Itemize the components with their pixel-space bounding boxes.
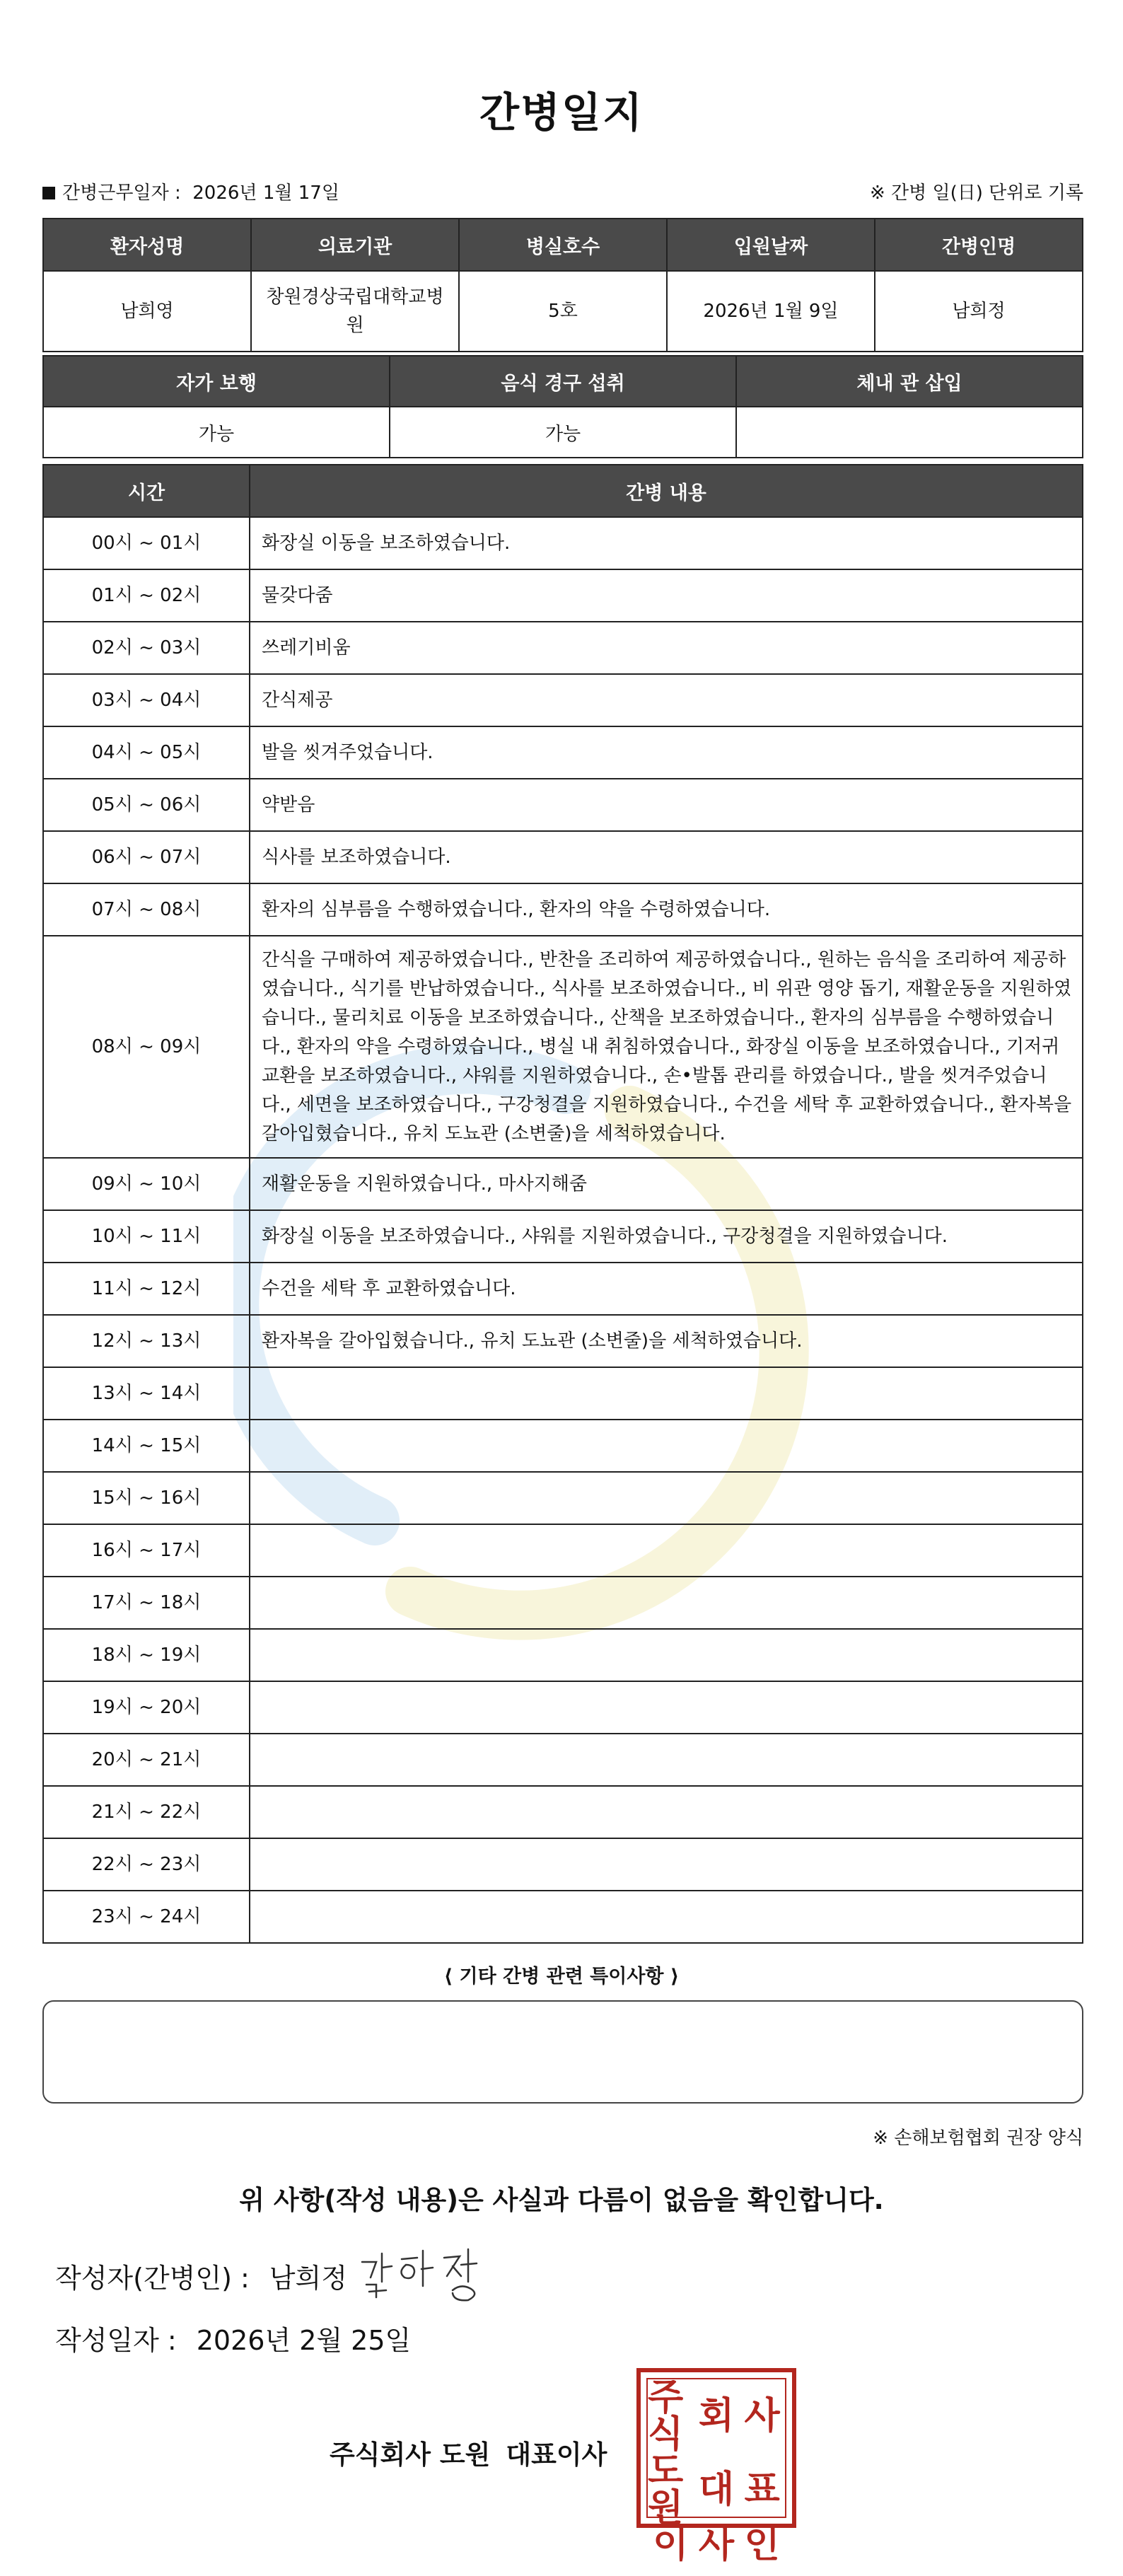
care-content	[250, 1420, 1083, 1472]
time-slot: 12시 ~ 13시	[43, 1315, 250, 1367]
tube-insertion-value	[736, 407, 1083, 458]
seal-char: 사	[744, 2394, 780, 2437]
page-title: 간병일지	[479, 88, 644, 137]
header-patient-name: 환자성명	[43, 219, 251, 271]
care-content	[250, 1367, 1083, 1420]
table-row	[43, 1420, 1083, 1472]
recommendation-note: ※ 손해보험협회 권장 양식	[873, 2128, 1083, 2149]
table-row	[43, 1577, 1083, 1629]
company-name: 주식회사 도원	[330, 2439, 491, 2470]
care-content	[250, 1472, 1083, 1524]
care-content: 환자복을 갈아입혔습니다., 유치 도뇨관 (소변줄)을 세척하였습니다.	[250, 1315, 1083, 1367]
table-row	[43, 726, 1083, 779]
time-slot: 19시 ~ 20시	[43, 1681, 250, 1734]
seal-char: 사	[698, 2523, 735, 2566]
time-slot: 00시 ~ 01시	[43, 517, 250, 569]
care-content	[250, 1786, 1083, 1838]
time-slot: 02시 ~ 03시	[43, 622, 250, 674]
table-row	[43, 1210, 1083, 1263]
table-row	[43, 1786, 1083, 1838]
table-row	[43, 1472, 1083, 1524]
written-date-value: 2026년 2월 25일	[196, 2325, 412, 2356]
seal-char: 표	[744, 2468, 780, 2511]
table-row	[43, 569, 1083, 622]
care-content	[250, 1681, 1083, 1734]
seal-char: 도원	[648, 2449, 684, 2529]
care-content	[250, 1891, 1083, 1943]
room-number: 5호	[459, 271, 667, 352]
table-row	[43, 1158, 1083, 1210]
self-walking-value: 가능	[43, 407, 390, 458]
caregiver-name: 남희정	[875, 271, 1083, 352]
oral-intake-value: 가능	[390, 407, 736, 458]
care-content: 간식제공	[250, 674, 1083, 726]
header-tube-insertion: 체내 관 삽입	[736, 356, 1083, 407]
notes-title: ⟨ 기타 간병 관련 특이사항 ⟩	[443, 1966, 680, 1988]
hospital: 창원경상국립대학교병원	[251, 271, 459, 352]
time-slot: 03시 ~ 04시	[43, 674, 250, 726]
company-line	[330, 2433, 607, 2471]
time-slot: 11시 ~ 12시	[43, 1263, 250, 1315]
care-content	[250, 1629, 1083, 1681]
care-content: 간식을 구매하여 제공하였습니다., 반찬을 조리하여 제공하였습니다., 원하는 음식을 조리하여 제공하였습니다., 식기를 반납하였습니다., 식사를 보조하였습니다., 비 위관 영양 돕기, 재활운동을 지원하였습니다., 물리치료 이동을 보조하였습니다., 산책을 보조하였습니다., 환자의 심부름을 수행하였습니다., 환자의 약을 수령하였습니다., 병실 내 취침하였습니다., 화장실 이동을 보조하였습니다., 기저귀 교환을 보조하였습니다., 샤워를 지원하였습니다., 손•발톱 관리를 하였습니다., 발을 씻겨주었습니다., 세면을 보조하였습니다., 구강청결을 지원하였습니다., 수건을 세탁 후 교환하였습니다., 환자복을 갈아입혔습니다., 유치 도뇨관 (소변줄)을 세척하였습니다.	[250, 936, 1083, 1158]
seal-char: 주식	[648, 2376, 684, 2456]
care-content: 재활운동을 지원하였습니다., 마사지해줌	[250, 1158, 1083, 1210]
table-row	[43, 1891, 1083, 1943]
time-slot: 07시 ~ 08시	[43, 883, 250, 936]
care-content: 환자의 심부름을 수행하였습니다., 환자의 약을 수령하였습니다.	[250, 883, 1083, 936]
care-content	[250, 1838, 1083, 1891]
header-caregiver: 간병인명	[875, 219, 1083, 271]
seal-char: 회	[698, 2394, 735, 2437]
handwritten-signature	[355, 2241, 496, 2304]
work-date	[42, 178, 339, 204]
company-role: 대표이사	[506, 2439, 607, 2470]
care-content: 식사를 보조하였습니다.	[250, 831, 1083, 883]
table-row	[43, 831, 1083, 883]
patient-name: 남희영	[43, 271, 251, 352]
care-content: 발을 씻겨주었습니다.	[250, 726, 1083, 779]
care-content	[250, 1577, 1083, 1629]
time-slot: 18시 ~ 19시	[43, 1629, 250, 1681]
confirmation-statement: 위 사항(작성 내용)은 사실과 다름이 없음을 확인합니다.	[239, 2185, 884, 2215]
time-slot: 01시 ~ 02시	[43, 569, 250, 622]
square-bullet-icon	[42, 187, 55, 199]
table-row	[43, 1524, 1083, 1577]
time-slot: 14시 ~ 15시	[43, 1420, 250, 1472]
written-date-line	[55, 2319, 411, 2357]
seal-char: 이	[653, 2523, 689, 2566]
seal-char: 인	[744, 2523, 780, 2566]
unit-note: ※ 간병 일(日) 단위로 기록	[869, 182, 1083, 204]
work-date-value: 2026년 1월 17일	[192, 182, 339, 204]
time-slot: 20시 ~ 21시	[43, 1734, 250, 1786]
table-row	[43, 1263, 1083, 1315]
care-content: 쓰레기비움	[250, 622, 1083, 674]
time-slot: 15시 ~ 16시	[43, 1472, 250, 1524]
header-self-walking: 자가 보행	[43, 356, 390, 407]
patient-info-table	[42, 218, 1083, 352]
table-row	[43, 1838, 1083, 1891]
writer-line	[55, 2256, 347, 2295]
work-date-label: 간병근무일자 :	[62, 182, 181, 204]
care-content: 수건을 세탁 후 교환하였습니다.	[250, 1263, 1083, 1315]
company-seal-stamp	[636, 2368, 796, 2566]
time-slot: 17시 ~ 18시	[43, 1577, 250, 1629]
table-row	[43, 1681, 1083, 1734]
table-row	[43, 936, 1083, 1158]
writer-label: 작성자(간병인) :	[55, 2263, 250, 2294]
header-time: 시간	[43, 465, 250, 517]
time-slot: 22시 ~ 23시	[43, 1838, 250, 1891]
written-date-label: 작성일자 :	[55, 2325, 177, 2356]
header-room: 병실호수	[459, 219, 667, 271]
seal-grid	[646, 2376, 786, 2566]
care-content: 물갖다줌	[250, 569, 1083, 622]
table-row	[43, 517, 1083, 569]
table-row	[43, 1734, 1083, 1786]
capability-table	[42, 355, 1083, 458]
care-content: 화장실 이동을 보조하였습니다.	[250, 517, 1083, 569]
table-row	[43, 1315, 1083, 1367]
time-slot: 16시 ~ 17시	[43, 1524, 250, 1577]
admission-date: 2026년 1월 9일	[667, 271, 875, 352]
table-row	[43, 1367, 1083, 1420]
time-slot: 23시 ~ 24시	[43, 1891, 250, 1943]
care-log-table	[42, 464, 1083, 1944]
time-slot: 21시 ~ 22시	[43, 1786, 250, 1838]
time-slot: 09시 ~ 10시	[43, 1158, 250, 1210]
table-row	[43, 1629, 1083, 1681]
header-care-content: 간병 내용	[250, 465, 1083, 517]
table-row	[43, 779, 1083, 831]
notes-box	[42, 2000, 1083, 2104]
header-oral-intake: 음식 경구 섭취	[390, 356, 736, 407]
time-slot: 08시 ~ 09시	[43, 936, 250, 1158]
time-slot: 04시 ~ 05시	[43, 726, 250, 779]
time-slot: 13시 ~ 14시	[43, 1367, 250, 1420]
seal-char: 대	[698, 2468, 735, 2511]
time-slot: 06시 ~ 07시	[43, 831, 250, 883]
table-row	[43, 622, 1083, 674]
writer-name: 남희정	[269, 2263, 347, 2294]
table-row	[43, 674, 1083, 726]
care-content	[250, 1524, 1083, 1577]
care-content	[250, 1734, 1083, 1786]
time-slot: 10시 ~ 11시	[43, 1210, 250, 1263]
care-content: 화장실 이동을 보조하였습니다., 샤워를 지원하였습니다., 구강청결을 지원하였습니다.	[250, 1210, 1083, 1263]
header-hospital: 의료기관	[251, 219, 459, 271]
time-slot: 05시 ~ 06시	[43, 779, 250, 831]
header-admission-date: 입원날짜	[667, 219, 875, 271]
table-row	[43, 883, 1083, 936]
meta-row	[42, 178, 1083, 207]
care-content: 약받음	[250, 779, 1083, 831]
